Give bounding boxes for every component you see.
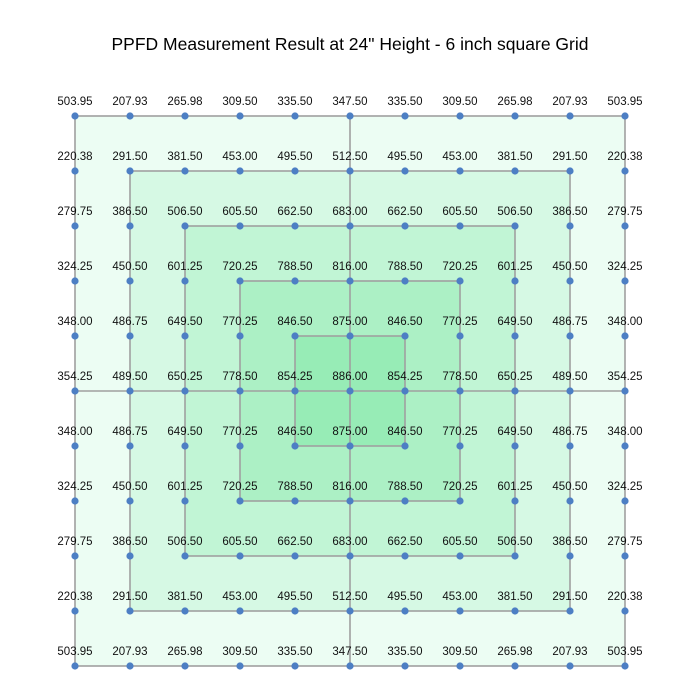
measurement-point bbox=[346, 607, 353, 614]
measurement-point bbox=[71, 442, 78, 449]
value-label: 347.50 bbox=[332, 96, 368, 108]
value-label: 650.25 bbox=[167, 371, 203, 383]
value-label: 291.50 bbox=[552, 151, 588, 163]
value-label: 788.50 bbox=[277, 481, 313, 493]
measurement-point bbox=[456, 167, 463, 174]
measurement-point bbox=[181, 662, 188, 669]
measurement-point bbox=[401, 607, 408, 614]
value-label: 354.25 bbox=[607, 371, 643, 383]
measurement-point bbox=[346, 167, 353, 174]
value-label: 816.00 bbox=[332, 481, 368, 493]
measurement-point bbox=[71, 552, 78, 559]
value-label: 854.25 bbox=[277, 371, 313, 383]
measurement-point bbox=[511, 662, 518, 669]
measurement-point bbox=[236, 332, 243, 339]
value-label: 291.50 bbox=[112, 151, 148, 163]
measurement-point bbox=[566, 277, 573, 284]
value-label: 788.50 bbox=[387, 261, 423, 273]
measurement-point bbox=[291, 607, 298, 614]
value-label: 846.50 bbox=[277, 426, 313, 438]
measurement-point bbox=[291, 112, 298, 119]
measurement-point bbox=[71, 167, 78, 174]
value-label: 386.50 bbox=[552, 206, 588, 218]
value-label: 453.00 bbox=[442, 151, 478, 163]
measurement-point bbox=[346, 662, 353, 669]
value-label: 220.38 bbox=[57, 151, 93, 163]
value-label: 450.50 bbox=[552, 481, 588, 493]
value-label: 495.50 bbox=[387, 591, 423, 603]
measurement-point bbox=[621, 332, 628, 339]
value-label: 486.75 bbox=[552, 426, 588, 438]
measurement-point bbox=[511, 387, 518, 394]
value-label: 486.75 bbox=[552, 316, 588, 328]
measurement-point bbox=[126, 662, 133, 669]
measurement-point bbox=[566, 607, 573, 614]
measurement-point bbox=[71, 332, 78, 339]
value-label: 324.25 bbox=[57, 481, 93, 493]
value-label: 381.50 bbox=[497, 151, 533, 163]
value-label: 778.50 bbox=[222, 371, 258, 383]
measurement-point bbox=[401, 497, 408, 504]
measurement-point bbox=[511, 332, 518, 339]
value-label: 453.00 bbox=[222, 151, 258, 163]
value-label: 450.50 bbox=[552, 261, 588, 273]
value-label: 662.50 bbox=[387, 206, 423, 218]
measurement-point bbox=[566, 167, 573, 174]
measurement-point bbox=[511, 222, 518, 229]
value-label: 886.00 bbox=[332, 371, 368, 383]
measurement-point bbox=[511, 607, 518, 614]
measurement-point bbox=[291, 552, 298, 559]
measurement-point bbox=[566, 662, 573, 669]
measurement-point bbox=[291, 497, 298, 504]
measurement-point bbox=[181, 167, 188, 174]
measurement-point bbox=[511, 552, 518, 559]
value-label: 348.00 bbox=[607, 426, 643, 438]
measurement-point bbox=[181, 607, 188, 614]
value-label: 770.25 bbox=[222, 426, 258, 438]
value-label: 386.50 bbox=[552, 536, 588, 548]
value-label: 601.25 bbox=[497, 261, 533, 273]
measurement-point bbox=[401, 552, 408, 559]
measurement-point bbox=[291, 222, 298, 229]
measurement-point bbox=[511, 497, 518, 504]
value-label: 265.98 bbox=[167, 646, 203, 658]
value-label: 649.50 bbox=[167, 426, 203, 438]
measurement-point bbox=[401, 662, 408, 669]
value-label: 347.50 bbox=[332, 646, 368, 658]
value-label: 662.50 bbox=[277, 536, 313, 548]
measurement-point bbox=[71, 222, 78, 229]
value-label: 265.98 bbox=[497, 96, 533, 108]
value-label: 291.50 bbox=[112, 591, 148, 603]
value-label: 335.50 bbox=[387, 96, 423, 108]
value-label: 788.50 bbox=[277, 261, 313, 273]
measurement-point bbox=[401, 277, 408, 284]
value-label: 386.50 bbox=[112, 536, 148, 548]
value-label: 489.50 bbox=[112, 371, 148, 383]
measurement-point bbox=[566, 387, 573, 394]
measurement-point bbox=[236, 552, 243, 559]
measurement-point bbox=[126, 112, 133, 119]
measurement-point bbox=[621, 167, 628, 174]
measurement-point bbox=[181, 442, 188, 449]
value-label: 506.50 bbox=[497, 536, 533, 548]
measurement-point bbox=[236, 167, 243, 174]
measurement-point bbox=[621, 497, 628, 504]
value-label: 309.50 bbox=[222, 96, 258, 108]
measurement-point bbox=[511, 277, 518, 284]
measurement-point bbox=[401, 167, 408, 174]
value-label: 207.93 bbox=[112, 96, 148, 108]
measurement-point bbox=[71, 277, 78, 284]
value-label: 683.00 bbox=[332, 536, 368, 548]
value-label: 486.75 bbox=[112, 426, 148, 438]
measurement-point bbox=[566, 332, 573, 339]
value-label: 279.75 bbox=[607, 206, 643, 218]
value-label: 503.95 bbox=[607, 96, 643, 108]
value-label: 875.00 bbox=[332, 426, 368, 438]
value-label: 207.93 bbox=[552, 96, 588, 108]
value-label: 720.25 bbox=[442, 481, 478, 493]
measurement-point bbox=[181, 387, 188, 394]
value-label: 770.25 bbox=[442, 316, 478, 328]
value-label: 335.50 bbox=[277, 646, 313, 658]
value-label: 601.25 bbox=[167, 481, 203, 493]
measurement-point bbox=[291, 277, 298, 284]
measurement-point bbox=[511, 167, 518, 174]
measurement-point bbox=[401, 387, 408, 394]
measurement-point bbox=[291, 662, 298, 669]
value-label: 720.25 bbox=[222, 481, 258, 493]
measurement-point bbox=[511, 112, 518, 119]
value-label: 450.50 bbox=[112, 481, 148, 493]
value-label: 348.00 bbox=[607, 316, 643, 328]
measurement-point bbox=[71, 607, 78, 614]
value-label: 279.75 bbox=[607, 536, 643, 548]
value-label: 495.50 bbox=[387, 151, 423, 163]
measurement-point bbox=[181, 552, 188, 559]
value-label: 453.00 bbox=[222, 591, 258, 603]
measurement-point bbox=[621, 387, 628, 394]
value-label: 650.25 bbox=[497, 371, 533, 383]
measurement-point bbox=[456, 662, 463, 669]
measurement-point bbox=[456, 497, 463, 504]
value-label: 381.50 bbox=[167, 151, 203, 163]
measurement-point bbox=[236, 112, 243, 119]
value-label: 605.50 bbox=[442, 206, 478, 218]
value-label: 649.50 bbox=[167, 316, 203, 328]
value-label: 605.50 bbox=[442, 536, 478, 548]
measurement-point bbox=[566, 497, 573, 504]
value-label: 683.00 bbox=[332, 206, 368, 218]
value-label: 309.50 bbox=[442, 646, 478, 658]
measurement-point bbox=[71, 497, 78, 504]
measurement-point bbox=[346, 222, 353, 229]
measurement-point bbox=[346, 112, 353, 119]
value-label: 348.00 bbox=[57, 316, 93, 328]
measurement-point bbox=[346, 442, 353, 449]
measurement-point bbox=[401, 332, 408, 339]
measurement-point bbox=[126, 222, 133, 229]
value-label: 453.00 bbox=[442, 591, 478, 603]
measurement-point bbox=[126, 607, 133, 614]
measurement-point bbox=[71, 662, 78, 669]
value-label: 324.25 bbox=[607, 261, 643, 273]
value-label: 495.50 bbox=[277, 151, 313, 163]
measurement-point bbox=[511, 442, 518, 449]
value-label: 279.75 bbox=[57, 536, 93, 548]
value-label: 207.93 bbox=[112, 646, 148, 658]
measurement-point bbox=[621, 442, 628, 449]
measurement-point bbox=[456, 277, 463, 284]
value-label: 846.50 bbox=[387, 426, 423, 438]
value-label: 335.50 bbox=[277, 96, 313, 108]
measurement-point bbox=[126, 167, 133, 174]
value-label: 816.00 bbox=[332, 261, 368, 273]
measurement-point bbox=[621, 607, 628, 614]
measurement-point bbox=[291, 387, 298, 394]
value-label: 220.38 bbox=[57, 591, 93, 603]
value-label: 335.50 bbox=[387, 646, 423, 658]
value-label: 503.95 bbox=[57, 646, 93, 658]
measurement-point bbox=[456, 552, 463, 559]
measurement-point bbox=[126, 277, 133, 284]
measurement-point bbox=[126, 442, 133, 449]
value-label: 265.98 bbox=[497, 646, 533, 658]
measurement-point bbox=[621, 552, 628, 559]
measurement-point bbox=[621, 222, 628, 229]
value-label: 279.75 bbox=[57, 206, 93, 218]
measurement-point bbox=[181, 222, 188, 229]
value-label: 386.50 bbox=[112, 206, 148, 218]
value-label: 291.50 bbox=[552, 591, 588, 603]
measurement-point bbox=[71, 112, 78, 119]
measurement-point bbox=[236, 442, 243, 449]
value-label: 348.00 bbox=[57, 426, 93, 438]
value-label: 770.25 bbox=[222, 316, 258, 328]
value-label: 601.25 bbox=[167, 261, 203, 273]
value-label: 649.50 bbox=[497, 426, 533, 438]
value-label: 503.95 bbox=[57, 96, 93, 108]
value-label: 601.25 bbox=[497, 481, 533, 493]
measurement-point bbox=[566, 442, 573, 449]
value-label: 605.50 bbox=[222, 206, 258, 218]
measurement-point bbox=[456, 222, 463, 229]
value-label: 381.50 bbox=[167, 591, 203, 603]
measurement-point bbox=[181, 497, 188, 504]
measurement-point bbox=[291, 332, 298, 339]
value-label: 489.50 bbox=[552, 371, 588, 383]
measurement-point bbox=[181, 277, 188, 284]
value-label: 662.50 bbox=[387, 536, 423, 548]
value-label: 207.93 bbox=[552, 646, 588, 658]
value-label: 354.25 bbox=[57, 371, 93, 383]
measurement-point bbox=[236, 607, 243, 614]
value-label: 854.25 bbox=[387, 371, 423, 383]
value-label: 662.50 bbox=[277, 206, 313, 218]
measurement-point bbox=[236, 497, 243, 504]
measurement-point bbox=[346, 332, 353, 339]
measurement-point bbox=[291, 167, 298, 174]
value-label: 649.50 bbox=[497, 316, 533, 328]
value-label: 720.25 bbox=[442, 261, 478, 273]
measurement-point bbox=[401, 222, 408, 229]
value-label: 486.75 bbox=[112, 316, 148, 328]
measurement-point bbox=[126, 332, 133, 339]
measurement-point bbox=[456, 112, 463, 119]
value-label: 788.50 bbox=[387, 481, 423, 493]
measurement-point bbox=[291, 442, 298, 449]
measurement-point bbox=[346, 552, 353, 559]
measurement-point bbox=[401, 112, 408, 119]
measurement-point bbox=[346, 387, 353, 394]
value-label: 770.25 bbox=[442, 426, 478, 438]
measurement-point bbox=[566, 222, 573, 229]
measurement-point bbox=[456, 607, 463, 614]
value-label: 220.38 bbox=[607, 591, 643, 603]
measurement-point bbox=[71, 387, 78, 394]
value-label: 506.50 bbox=[167, 206, 203, 218]
measurement-point bbox=[566, 112, 573, 119]
value-label: 503.95 bbox=[607, 646, 643, 658]
value-label: 309.50 bbox=[442, 96, 478, 108]
value-label: 846.50 bbox=[387, 316, 423, 328]
measurement-point bbox=[566, 552, 573, 559]
measurement-point bbox=[456, 387, 463, 394]
value-label: 778.50 bbox=[442, 371, 478, 383]
value-label: 324.25 bbox=[57, 261, 93, 273]
measurement-point bbox=[621, 277, 628, 284]
measurement-point bbox=[621, 112, 628, 119]
measurement-point bbox=[456, 442, 463, 449]
value-label: 309.50 bbox=[222, 646, 258, 658]
measurement-point bbox=[236, 222, 243, 229]
measurement-point bbox=[236, 662, 243, 669]
measurement-point bbox=[346, 277, 353, 284]
value-label: 506.50 bbox=[167, 536, 203, 548]
chart-title: PPFD Measurement Result at 24" Height - 6 inch square Grid bbox=[111, 34, 589, 54]
value-label: 495.50 bbox=[277, 591, 313, 603]
value-label: 720.25 bbox=[222, 261, 258, 273]
value-label: 324.25 bbox=[607, 481, 643, 493]
value-label: 846.50 bbox=[277, 316, 313, 328]
measurement-point bbox=[456, 332, 463, 339]
measurement-point bbox=[236, 277, 243, 284]
value-label: 605.50 bbox=[222, 536, 258, 548]
value-label: 381.50 bbox=[497, 591, 533, 603]
measurement-point bbox=[126, 552, 133, 559]
measurement-point bbox=[236, 387, 243, 394]
value-label: 450.50 bbox=[112, 261, 148, 273]
measurement-point bbox=[621, 662, 628, 669]
value-label: 512.50 bbox=[332, 591, 368, 603]
measurement-point bbox=[181, 332, 188, 339]
value-label: 512.50 bbox=[332, 151, 368, 163]
value-label: 220.38 bbox=[607, 151, 643, 163]
measurement-point bbox=[126, 497, 133, 504]
measurement-point bbox=[181, 112, 188, 119]
value-label: 875.00 bbox=[332, 316, 368, 328]
measurement-point bbox=[346, 497, 353, 504]
value-label: 506.50 bbox=[497, 206, 533, 218]
value-label: 265.98 bbox=[167, 96, 203, 108]
measurement-point bbox=[126, 387, 133, 394]
measurement-point bbox=[401, 442, 408, 449]
